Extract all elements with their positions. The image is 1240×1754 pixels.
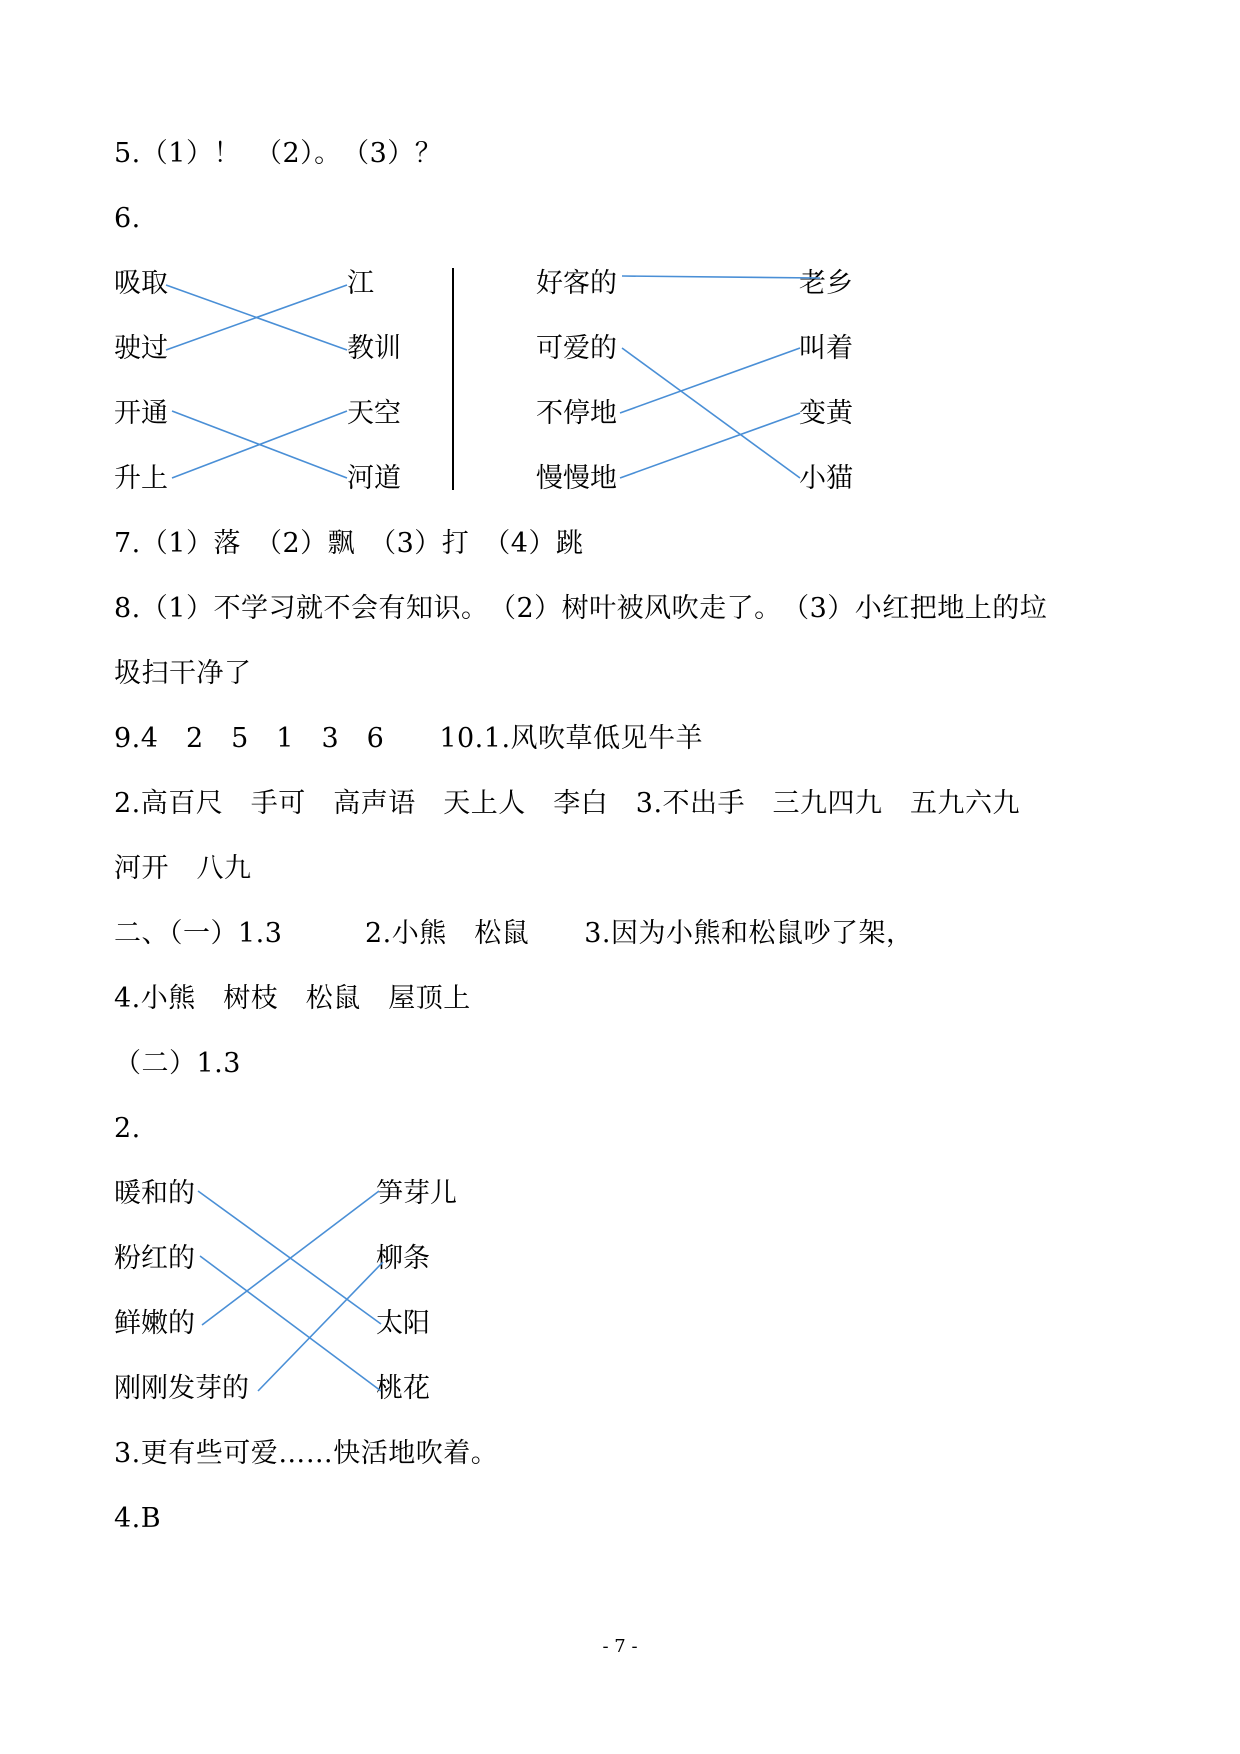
answer-9-10: 9.4 2 5 1 3 6 10.1.风吹草低见牛羊 xyxy=(114,723,704,754)
match2-left-2: 可爱的 xyxy=(536,333,617,364)
match3-left-1: 暖和的 xyxy=(114,1178,195,1209)
match1-left-4: 升上 xyxy=(114,463,168,494)
match2-right-1: 老乡 xyxy=(799,268,853,299)
match-line xyxy=(620,413,800,478)
match-line xyxy=(622,276,820,278)
answer-6-label: 6. xyxy=(114,203,141,234)
match3-left-3: 鲜嫩的 xyxy=(114,1308,195,1339)
match3-left-2: 粉红的 xyxy=(114,1243,195,1274)
match2-left-4: 慢慢地 xyxy=(536,463,617,494)
answer-8-line2: 圾扫干净了 xyxy=(114,658,252,689)
match2-left-3: 不停地 xyxy=(536,398,617,429)
match3-right-4: 桃花 xyxy=(376,1373,430,1404)
match2-right-2: 叫着 xyxy=(799,333,853,364)
match1-right-1: 江 xyxy=(347,268,374,299)
answer-8-line1: 8.（1）不学习就不会有知识。 （2）树叶被风吹走了。 （3）小红把地上的垃 xyxy=(114,593,1048,624)
match-line xyxy=(202,1191,379,1325)
answer-10-line2: 2.高百尺 手可 高声语 天上人 李白 3.不出手 三九四九 五九六九 xyxy=(114,788,1021,819)
section2-part1-line2: 4.小熊 树枝 松鼠 屋顶上 xyxy=(114,983,471,1014)
match-line xyxy=(200,1256,381,1391)
match1-right-2: 教训 xyxy=(347,333,401,364)
match3-right-1: 笋芽儿 xyxy=(376,1178,457,1209)
match3-right-2: 柳条 xyxy=(376,1243,430,1274)
section2-part2-q3: 3.更有些可爱……快活地吹着。 xyxy=(114,1438,499,1469)
match-line xyxy=(258,1262,383,1391)
section2-part2-q1: （二）1.3 xyxy=(114,1048,241,1079)
answer-10-line3: 河开 八九 xyxy=(114,853,252,884)
answer-5: 5.（1）！ （2）。 （3）？ xyxy=(114,138,443,169)
match2-left-1: 好客的 xyxy=(536,268,617,299)
match1-left-1: 吸取 xyxy=(114,268,168,299)
section2-part2-q2-label: 2. xyxy=(114,1113,141,1144)
match2-right-3: 变黄 xyxy=(799,398,853,429)
section2-part1-line1: 二、（一）1.3 2.小熊 松鼠 3.因为小熊和松鼠吵了架， xyxy=(114,918,914,949)
page-number: - 7 - xyxy=(602,1636,638,1657)
section2-part2-q4: 4.B xyxy=(114,1503,162,1534)
match-line xyxy=(622,348,800,478)
match1-right-4: 河道 xyxy=(347,463,401,494)
match-line xyxy=(620,348,800,413)
answer-7: 7.（1）落 （2）飘 （3）打 （4）跳 xyxy=(114,528,584,559)
match1-left-3: 开通 xyxy=(114,398,168,429)
match1-left-2: 驶过 xyxy=(114,333,168,364)
match3-right-3: 太阳 xyxy=(376,1308,430,1339)
match3-left-4: 刚刚发芽的 xyxy=(114,1373,249,1404)
match1-right-3: 天空 xyxy=(347,398,401,429)
match2-right-4: 小猫 xyxy=(799,463,853,494)
